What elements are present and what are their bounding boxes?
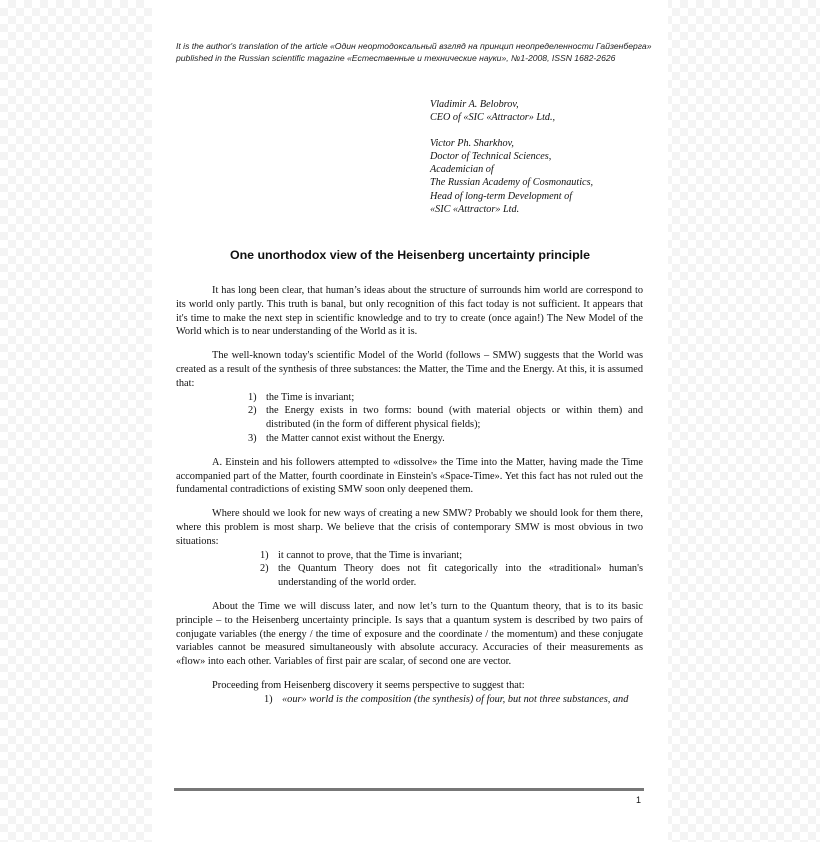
paper-body xyxy=(176,284,643,717)
paper-title: One unorthodox view of the Heisenberg uncertainty principle xyxy=(229,248,591,262)
author-line: Vladimir A. Belobrov, xyxy=(430,99,519,110)
page-number: 1 xyxy=(636,795,642,805)
list-text: the Matter cannot exist without the Energy. xyxy=(266,432,445,444)
list-number: 1) xyxy=(260,549,269,561)
paragraph-1: It has long been clear, that human’s ideas about the structure of surrounds him world are correspond to its world only partly. This truth is banal, but only recognition of this fact today is not sufficient. It appears that it's time to make the next step in scientific knowledge and to try to create (once again!) The New Model of the World which is to near understanding of the World as it is. xyxy=(176,285,643,338)
author-affiliations xyxy=(430,98,660,228)
author-line: Academician of xyxy=(430,164,494,176)
list-number: 2) xyxy=(248,405,257,417)
author-belobrov xyxy=(430,98,660,125)
footer-divider xyxy=(174,788,644,791)
list-text: it cannot to prove, that the Time is invariant; xyxy=(278,549,463,561)
document-page xyxy=(152,0,668,842)
suggestion-list xyxy=(176,693,643,707)
list-item xyxy=(248,432,643,446)
author-line: Doctor of Technical Sciences, xyxy=(430,150,552,162)
author-line: «SIC «Attractor» Ltd. xyxy=(430,204,520,216)
paragraph-3: A. Einstein and his followers attempted to «dissolve» the Time into the Matter, having made the Time accompanied part of the Matter, fourth coordinate in Einstein's «Space-Time». Yet this fact has not ruled out the fundamental contradictions of existing SMW soon only deepened them. xyxy=(176,456,643,496)
list-item xyxy=(248,391,643,405)
list-number: 1) xyxy=(248,391,257,403)
assumptions-list xyxy=(176,391,643,446)
list-number: 2) xyxy=(260,563,269,575)
list-text: «our» world is the composition (the synthesis) of four, but not three substances, and xyxy=(282,693,629,705)
author-line: CEO of «SIC «Attractor» Ltd., xyxy=(430,112,556,124)
paragraph-4: Where should we look for new ways of creating a new SMW? Probably we should look for them there, where this problem is most sharp. We believe that the crisis of contemporary SMW is most obvious in two situations: xyxy=(176,508,643,547)
list-text: the Energy exists in two forms: bound (with material objects or within them) and distributed (in the form of different physical fields); xyxy=(266,405,643,431)
list-item xyxy=(260,549,643,563)
list-text: the Quantum Theory does not fit categorically into the «traditional» human's understanding of the world order. xyxy=(278,563,643,589)
list-number: 1) xyxy=(264,693,273,705)
list-item xyxy=(260,562,643,590)
author-line: Victor Ph. Sharkhov, xyxy=(430,137,514,149)
list-number: 3) xyxy=(248,432,257,444)
translation-note: It is the author's translation of the article «Один неортодоксальный взгляд на принцип неопределенности Гайзенберга» published in the Russian scientific magazine «Естественные и технические науки», №1-2008, ISSN 1682-2626 xyxy=(176,41,652,63)
author-line: The Russian Academy of Cosmonautics, xyxy=(430,177,594,189)
paragraph-5: About the Time we will discuss later, and now let’s turn to the Quantum theory, that is to its basic principle – to the Heisenberg uncertainty principle. Is says that a quantum system is described by two pairs of conjugate variables (the energy / the time of exposure and the coordinate / the momentum) and these conjugate variables cannot be measured simultaneously with absolute accuracy. Accuracies of their measurements as «flow» into each other. Variables of first pair are scalar, of second one are vector. xyxy=(176,600,643,668)
list-item xyxy=(264,693,643,707)
paragraph-6: Proceeding from Heisenberg discovery it seems perspective to suggest that: xyxy=(212,679,525,691)
list-item xyxy=(248,404,643,432)
crisis-situations-list xyxy=(176,549,643,590)
author-line: Head of long-term Development of xyxy=(430,190,573,202)
paragraph-2: The well-known today's scientific Model of the World (follows – SMW) suggests that the World was created as a result of the synthesis of three substances: the Matter, the Time and the Energy. At this, it is assumed that: xyxy=(176,350,643,389)
author-sharkhov xyxy=(430,137,660,217)
list-text: the Time is invariant; xyxy=(266,391,355,403)
